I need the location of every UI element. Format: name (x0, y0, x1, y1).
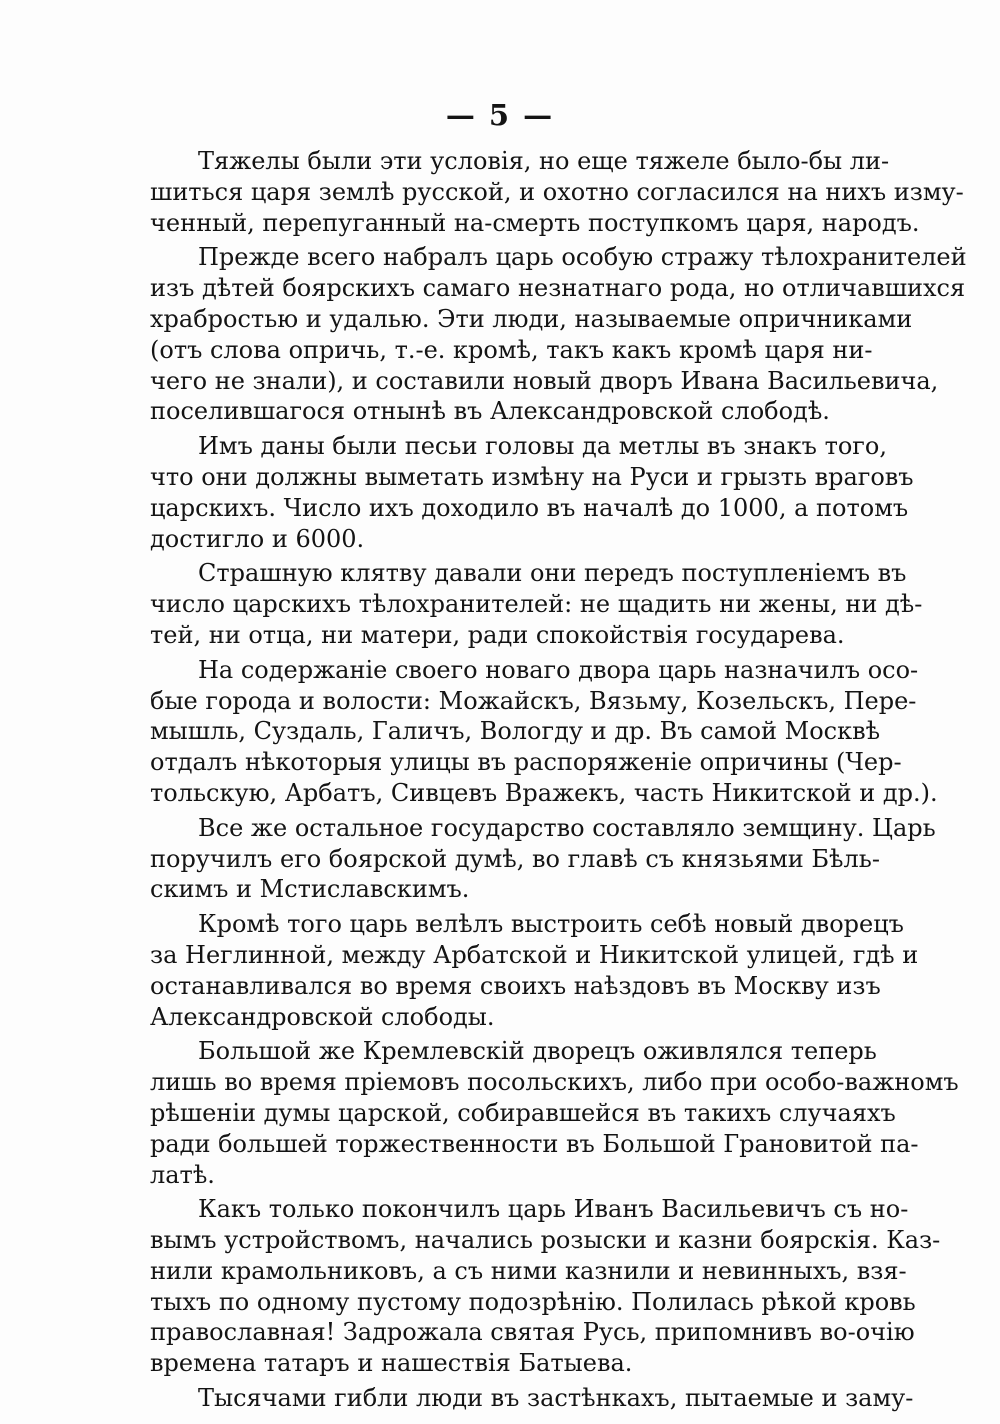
paragraph (150, 1036, 959, 1190)
text-line: изъ дѣтей боярскихъ самаго незнатнаго рода, но отличавшихся (150, 274, 966, 303)
text-line: (отъ слова опричь, т.-е. кромѣ, такъ какъ кромѣ царя ни- (150, 335, 873, 364)
paragraph (150, 655, 938, 809)
text-line: Какъ только покончилъ царь Иванъ Васильевичъ съ но- (198, 1195, 909, 1224)
text-line: число царскихъ тѣлохранителей: не щадить ни жены, ни дѣ- (150, 590, 923, 619)
text-line: рѣшеніи думы царской, собиравшейся въ такихъ случаяхъ (150, 1098, 896, 1127)
text-line: нили крамольниковъ, а съ ними казнили и невинныхъ, взя- (150, 1256, 907, 1285)
text-line: достигло и 6000. (150, 524, 365, 553)
paragraph (150, 146, 964, 238)
text-line: Большой же Кремлевскій дворецъ оживлялся теперь (198, 1037, 877, 1066)
text-line: что они должны выметать измѣну на Руси и грызть враговъ (150, 462, 914, 491)
text-line: поселившагося отнынѣ въ Александровской слободѣ. (150, 397, 830, 426)
text-line: лишь во время пріемовъ посольскихъ, либо при особо-важномъ (150, 1068, 959, 1097)
text-line: поручилъ его боярской думѣ, во главѣ съ князьями Бѣль- (150, 844, 880, 873)
text-line: Страшную клятву давали они передъ поступленіемъ въ (198, 559, 907, 588)
text-line: бые города и волости: Можайскъ, Вязьму, Козельскъ, Пере- (150, 686, 917, 715)
text-line: времена татаръ и нашествія Батыева. (150, 1349, 633, 1378)
paragraph (150, 242, 967, 427)
text-line: латѣ. (150, 1160, 215, 1189)
text-line: Александровской слободы. (150, 1002, 495, 1031)
text-line: вымъ устройствомъ, начались розыски и казни боярскія. Каз- (150, 1226, 941, 1255)
text-line: за Неглинной, между Арбатской и Никитской улицей, гдѣ и (150, 940, 919, 969)
page-number: — 5 — (445, 98, 555, 132)
paragraph (150, 431, 914, 554)
text-line: Тяжелы были эти условія, но еще тяжеле было-бы ли- (198, 147, 890, 175)
text-line: православная! Задрожала святая Русь, припомнивъ во-очію (150, 1318, 915, 1347)
text-line: скимъ и Мстиславскимъ. (150, 875, 470, 904)
paragraph (150, 558, 923, 650)
text-line: Кромѣ того царь велѣлъ выстроить себѣ новый дворецъ (198, 910, 904, 939)
body-text (150, 146, 967, 1418)
text-line: Тысячами гибли люди въ застѣнкахъ, пытаемые и заму- (198, 1384, 914, 1413)
text-line: отдалъ нѣкоторыя улицы въ распоряженіе опричины (Чер- (150, 748, 902, 777)
paragraph (150, 813, 936, 905)
text-line: ради большей торжественности въ Большой Грановитой па- (150, 1129, 919, 1158)
text-line: храбростью и удалью. Эти люди, называемые опричниками (150, 304, 913, 333)
text-line: чего не знали), и составили новый дворъ Ивана Васильевича, (150, 366, 939, 395)
paragraph (150, 909, 919, 1032)
text-line: останавливался во время своихъ наѣздовъ въ Москву изъ (150, 971, 881, 1000)
text-line: тей, ни отца, ни матери, ради спокойствія государева. (150, 620, 845, 649)
text-line: На содержаніе своего новаго двора царь назначилъ осо- (198, 655, 919, 684)
text-line: Имъ даны были песьи головы да метлы въ знакъ того, (198, 432, 887, 461)
text-line: Все же остальное государство составляло земщину. Царь (198, 813, 936, 842)
text-line: мышль, Суздаль, Галичъ, Вологду и др. Въ самой Москвѣ (150, 717, 881, 746)
text-line: ченный, перепуганный на-смерть поступкомъ царя, народъ. (150, 208, 920, 237)
paragraph (150, 1194, 941, 1379)
paragraph (150, 1383, 914, 1414)
text-line: тольскую, Арбатъ, Сивцевъ Вражекъ, часть Никитской и др.). (150, 778, 938, 807)
text-line: царскихъ. Число ихъ доходило въ началѣ до 1000, а потомъ (150, 493, 909, 522)
text-line: шиться царя землѣ русской, и охотно согласился на нихъ изму- (150, 177, 964, 206)
text-line: тыхъ по одному пустому подозрѣнію. Полилась рѣкой кровь (150, 1287, 916, 1316)
text-line: Прежде всего набралъ царь особую стражу тѣлохранителей (198, 243, 967, 272)
